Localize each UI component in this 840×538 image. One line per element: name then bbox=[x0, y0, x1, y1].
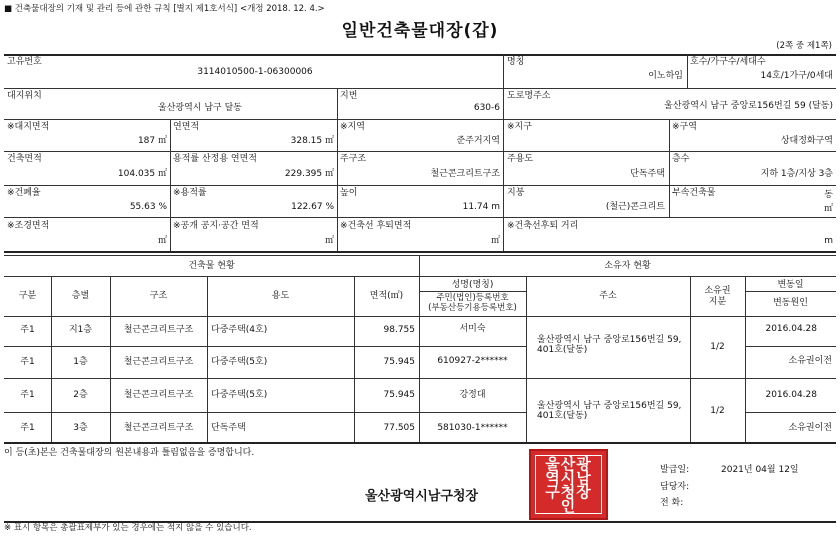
building-area-label: 건축면적 bbox=[7, 154, 42, 164]
col-type-header: 구분 bbox=[18, 291, 37, 301]
col-share-sub-header: 지분 bbox=[708, 297, 727, 307]
height-value: 11.74 m bbox=[462, 202, 500, 212]
row-use: 다중주택(5호) bbox=[211, 357, 268, 367]
building-status-title: 건축물 현황 bbox=[188, 261, 235, 271]
setback-area-unit: ㎡ bbox=[490, 236, 500, 246]
col-owner-id-sub-header: (부동산등기용등록번호) bbox=[428, 303, 517, 313]
households-value: 14호/1가구/0세대 bbox=[760, 71, 833, 81]
official-seal bbox=[529, 449, 608, 520]
total-area-value: 328.15 ㎡ bbox=[290, 136, 334, 146]
total-area-label: 연면적 bbox=[173, 122, 200, 132]
sector-value: 상대정화구역 bbox=[780, 136, 833, 146]
row-area: 98.755 bbox=[383, 325, 415, 335]
col-owner-name-header: 성명(명칭) bbox=[451, 280, 494, 290]
owner-change-cause: 소유권이전 bbox=[788, 423, 832, 433]
form-regulation-note: ■ 건축물대장의 기재 및 관리 등에 관한 규칙 [별지 제1호서식] <개정 2018. 12. 4.> bbox=[4, 4, 325, 14]
row-use: 다중주택(4호) bbox=[211, 325, 268, 335]
seal-text: 울산광역시남구청장인 bbox=[545, 454, 592, 515]
officer-label: 담당자: bbox=[660, 482, 690, 492]
lot-label: 지번 bbox=[340, 91, 358, 101]
owner-name: 서미숙 bbox=[459, 324, 486, 334]
owner-share: 1/2 bbox=[710, 342, 725, 352]
issue-date-value: 2021년 04월 12일 bbox=[721, 465, 799, 475]
zone-value: 준주거지역 bbox=[456, 136, 500, 146]
structure-label: 주구조 bbox=[340, 154, 367, 164]
owner-id: 610927-2****** bbox=[437, 356, 508, 366]
road-address-label: 도로명주소 bbox=[507, 91, 551, 101]
bcr-value: 55.63 % bbox=[129, 202, 167, 212]
site-location-value: 울산광역시 남구 달동 bbox=[158, 103, 242, 113]
row-structure: 철근콘크리트구조 bbox=[123, 423, 194, 433]
row-type: 주1 bbox=[20, 423, 35, 433]
roof-label: 지붕 bbox=[507, 188, 525, 198]
footer-note: ※ 표시 항목은 총괄표제부가 있는 경우에는 적지 않을 수 있습니다. bbox=[4, 523, 252, 533]
height-label: 높이 bbox=[340, 188, 358, 198]
row-structure: 철근콘크리트구조 bbox=[123, 357, 194, 367]
structure-value: 철근콘크리트구조 bbox=[430, 169, 500, 179]
owner-change-date: 2016.04.28 bbox=[765, 390, 817, 400]
issuer-name: 울산광역시남구청장 bbox=[365, 489, 479, 504]
owner-status-title: 소유자 현황 bbox=[604, 261, 651, 271]
main-use-label: 주용도 bbox=[507, 154, 534, 164]
row-floor: 3층 bbox=[73, 423, 88, 433]
open-space-label: ※공개 공지·공간 면적 bbox=[173, 221, 259, 231]
households-label: 호수/가구수/세대수 bbox=[690, 57, 766, 67]
setback-distance-unit: m bbox=[824, 236, 833, 246]
col-structure-header: 구조 bbox=[149, 291, 168, 301]
row-type: 주1 bbox=[20, 357, 35, 367]
open-space-unit: ㎡ bbox=[324, 236, 334, 246]
owner-address: 울산광역시 남구 중앙로156번길 59, 401호(달동) bbox=[537, 335, 682, 356]
row-floor: 1층 bbox=[73, 357, 88, 367]
row-type: 주1 bbox=[20, 325, 35, 335]
unique-no-value: 3114010500-1-06300006 bbox=[197, 67, 313, 77]
certification-statement: 이 등(초)본은 건축물대장의 원본내용과 틀림없음을 증명합니다. bbox=[4, 448, 255, 458]
row-floor: 2층 bbox=[73, 390, 88, 400]
road-address-value: 울산광역시 남구 중앙로156번길 59 (달동) bbox=[664, 101, 833, 111]
owner-id: 581030-1****** bbox=[437, 423, 508, 433]
floors-label: 층수 bbox=[672, 154, 690, 164]
name-label: 명칭 bbox=[507, 57, 525, 67]
floors-value: 지하 1층/지상 3층 bbox=[760, 169, 833, 179]
site-area-value: 187 ㎡ bbox=[137, 136, 167, 146]
row-area: 77.505 bbox=[383, 423, 415, 433]
owner-change-date: 2016.04.28 bbox=[765, 324, 817, 334]
far-label: ※용적률 bbox=[173, 188, 207, 198]
bcr-label: ※건폐율 bbox=[7, 188, 41, 198]
col-address-header: 주소 bbox=[599, 291, 617, 301]
zone-label: ※지역 bbox=[340, 122, 365, 132]
row-type: 주1 bbox=[20, 390, 35, 400]
site-area-label: ※대지면적 bbox=[7, 122, 50, 132]
district-label: ※지구 bbox=[507, 122, 532, 132]
owner-share: 1/2 bbox=[710, 406, 725, 416]
unique-no-label: 고유번호 bbox=[7, 57, 42, 67]
row-area: 75.945 bbox=[383, 357, 415, 367]
setback-distance-label: ※건축선후퇴 거리 bbox=[507, 221, 579, 231]
col-floor-header: 층별 bbox=[71, 291, 90, 301]
col-owner-id-header: 주민(법인)등록번호 bbox=[436, 293, 509, 303]
lot-value: 630-6 bbox=[473, 103, 500, 113]
site-location-label: 대지위치 bbox=[7, 91, 42, 101]
phone-label: 전 화: bbox=[660, 498, 684, 508]
setback-area-label: ※건축선 후퇴면적 bbox=[340, 221, 412, 231]
owner-address: 울산광역시 남구 중앙로156번길 59, 401호(달동) bbox=[537, 401, 682, 422]
row-structure: 철근콘크리트구조 bbox=[123, 325, 194, 335]
row-use: 다중주택(5호) bbox=[211, 390, 268, 400]
far-value: 122.67 % bbox=[291, 202, 334, 212]
far-area-value: 229.395 ㎡ bbox=[284, 169, 334, 179]
row-use: 단독주택 bbox=[211, 423, 246, 433]
col-change-date-header: 변동일 bbox=[777, 280, 804, 290]
annex-count-unit: 동 bbox=[824, 190, 833, 200]
row-area: 75.945 bbox=[383, 390, 415, 400]
col-change-cause-header: 변동원인 bbox=[773, 298, 808, 308]
far-area-label: 용적률 산정용 연면적 bbox=[173, 154, 257, 164]
row-structure: 철근콘크리트구조 bbox=[123, 390, 194, 400]
issue-date-label: 발급일: bbox=[660, 465, 690, 475]
roof-value: (철근)콘크리트 bbox=[605, 202, 665, 212]
main-use-value: 단독주택 bbox=[630, 169, 665, 179]
annex-area-unit: ㎡ bbox=[823, 204, 833, 214]
landscape-label: ※조경면적 bbox=[7, 221, 50, 231]
page-indicator: (2쪽 중 제1쪽) bbox=[776, 41, 832, 51]
landscape-unit: ㎡ bbox=[157, 236, 167, 246]
col-use-header: 용도 bbox=[271, 291, 290, 301]
building-area-value: 104.035 ㎡ bbox=[117, 169, 167, 179]
col-share-header: 소유권 bbox=[704, 286, 731, 296]
sector-label: ※구역 bbox=[672, 122, 697, 132]
col-area-header: 면적(㎡) bbox=[369, 291, 404, 301]
name-value: 이노하임 bbox=[648, 71, 683, 81]
annex-label: 부속건축물 bbox=[672, 188, 716, 198]
owner-change-cause: 소유권이전 bbox=[788, 356, 832, 366]
row-floor: 지1층 bbox=[68, 325, 93, 335]
owner-name: 강정대 bbox=[459, 390, 486, 400]
document-title: 일반건축물대장(갑) bbox=[341, 21, 499, 41]
